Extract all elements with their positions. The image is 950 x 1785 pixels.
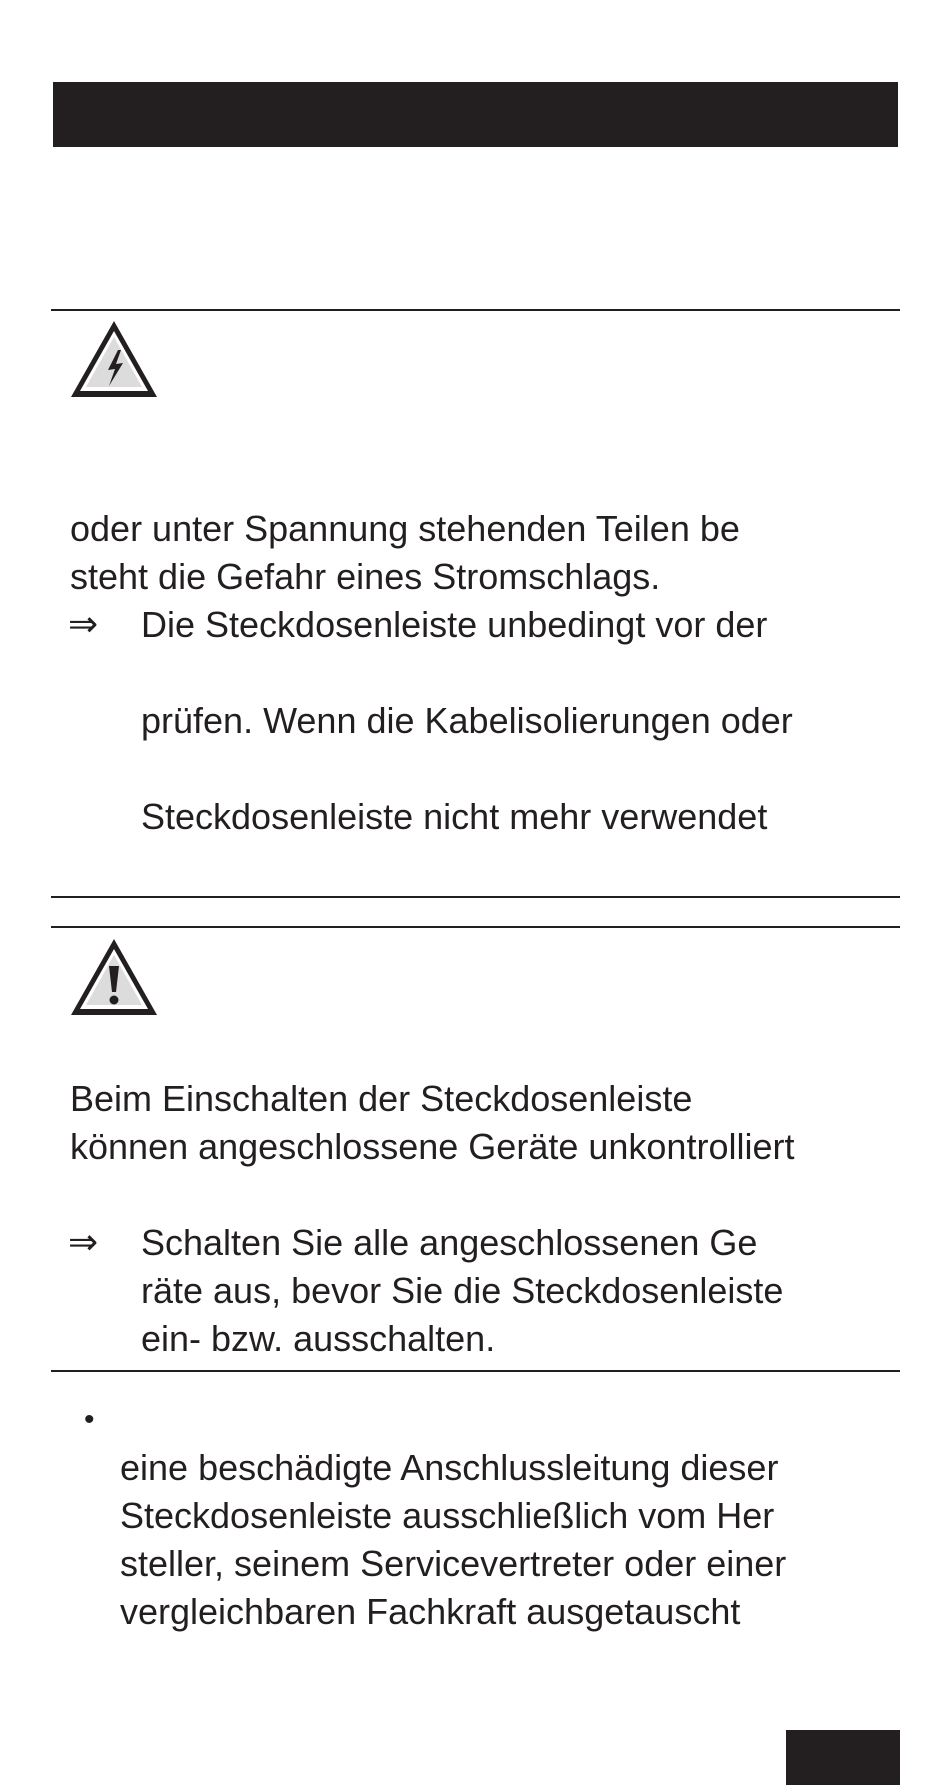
warning-electric-instruction-line-1: Die Steckdosenleiste unbedingt vor der	[141, 604, 768, 645]
warning-general-instruction-line-1: Schalten Sie alle angeschlossenen Ge	[141, 1222, 758, 1263]
warning-general-instruction-line-2: räte aus, bevor Sie die Steckdosenleiste	[141, 1270, 784, 1311]
warning-electric-instruction-line-2: prüfen. Wenn die Kabelisolierungen oder	[141, 700, 793, 741]
header-bar	[53, 82, 898, 147]
warning-general-text-line-1: Beim Einschalten der Steckdosenleiste	[70, 1078, 693, 1119]
section-divider-bottom	[51, 1370, 900, 1372]
warning-electric-text-line-2: steht die Gefahr eines Stromschlags.	[70, 556, 661, 597]
note-text-line-2: Steckdosenleiste ausschließlich vom Her	[120, 1495, 775, 1536]
page-number-tab	[786, 1730, 900, 1785]
note-text-line-4: vergleichbaren Fachkraft ausgetauscht	[120, 1591, 741, 1632]
warning-general-text-line-2: können angeschlossene Geräte unkontrolliert	[70, 1126, 795, 1167]
section-divider	[51, 896, 900, 898]
note-bullet: •	[84, 1403, 95, 1436]
note-text-line-3: steller, seinem Servicevertreter oder einer	[120, 1543, 787, 1584]
electric-hazard-icon	[68, 318, 160, 400]
warning-general-instruction-line-3: ein- bzw. ausschalten.	[141, 1318, 496, 1359]
section-divider	[51, 926, 900, 928]
section-divider-top	[51, 309, 900, 311]
instruction-arrow-icon: ⇒	[68, 1222, 99, 1263]
note-text-line-1: eine beschädigte Anschlussleitung dieser	[120, 1447, 779, 1488]
warning-electric-instruction-line-3: Steckdosenleiste nicht mehr verwendet	[141, 796, 768, 837]
warning-electric-text-line-1: oder unter Spannung stehenden Teilen be	[70, 508, 740, 549]
warning-exclamation-icon	[68, 936, 160, 1018]
instruction-arrow-icon: ⇒	[68, 604, 99, 645]
